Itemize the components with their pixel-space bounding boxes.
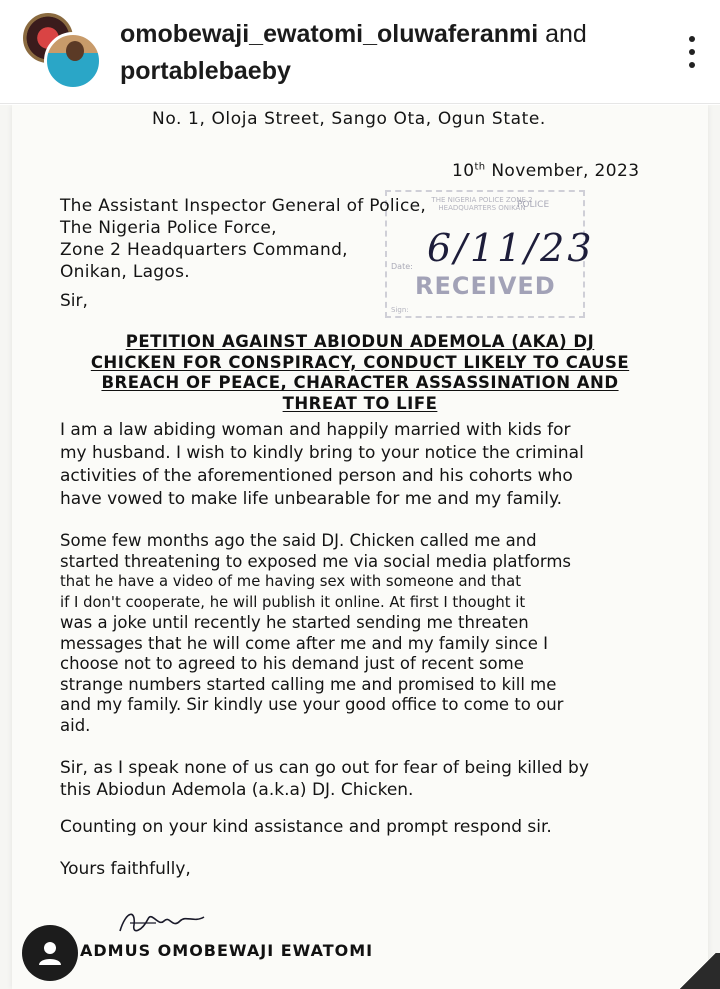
recipient-line: Onikan, Lagos. [60,262,190,282]
more-vertical-icon[interactable] [680,32,704,72]
closing: Yours faithfully, [60,859,191,879]
stamp-handwritten-date: 6/11/23 [427,226,595,270]
post-header [0,0,720,104]
post-image[interactable] [0,105,720,989]
paragraph-line: Sir, as I speak none of us can go out for fear of being killed by [60,758,589,778]
paragraph-line: aid. [60,715,91,735]
more-dot [689,62,695,68]
post-authors [120,16,640,90]
stamp-police-text: POLICE [517,200,550,210]
paragraph-line: choose not to agreed to his demand just of recent some [60,654,524,673]
page-corner-shadow [676,953,720,989]
date-day: 10 [452,161,475,181]
sender-address: No. 1, Oloja Street, Sango Ota, Ogun State. [152,109,546,129]
paragraph-line: have vowed to make life unbearable for me and my family. [60,489,563,509]
stamp-org-text: THE NIGERIA POLICE ZONE 2 HEADQUARTERS ONIKAN [431,196,533,212]
paragraph-line: messages that he will come after me and my family since I [60,633,548,653]
paragraph-line: and my family. Sir kindly use your good office to come to our [60,695,564,714]
more-dot [689,49,695,55]
title-line: CHICKEN FOR CONSPIRACY, CONDUCT LIKELY TO CAUSE [90,352,630,372]
signature-scribble [112,901,208,941]
petition-title [40,332,680,414]
person-glyph [35,938,65,968]
salutation: Sir, [60,291,88,311]
paragraph-3 [60,757,700,801]
paragraph-line: my husband. I wish to kindly bring to your notice the criminal [60,443,584,463]
recipient-line: The Nigeria Police Force, [60,218,277,238]
date-suffix: th [474,161,486,173]
paragraph-line: this Abiodun Ademola (a.k.a) DJ. Chicken. [60,780,414,800]
recipient-line: The Assistant Inspector General of Police, [60,196,427,216]
paragraph-line: I am a law abiding woman and happily married with kids for [60,420,571,440]
paragraph-line: that he have a video of me having sex with someone and that [60,573,522,590]
letter-date [452,161,639,181]
author-username-1[interactable]: omobewaji_ewatomi_oluwaferanmi [120,20,539,48]
recipient-address [60,195,426,283]
title-line: THREAT TO LIFE [282,393,438,413]
avatar-stack[interactable] [20,10,104,94]
more-dot [689,36,695,42]
paragraph-1 [60,419,700,511]
author-username-2[interactable]: portablebaeby [120,57,291,85]
paragraph-line: started threatening to exposed me via social media platforms [60,551,572,571]
person-icon[interactable] [22,925,78,981]
paragraph-line: was a joke until recently he started sending me threaten [60,613,529,632]
signer-name: ADMUS OMOBEWAJI EWATOMI [80,941,374,960]
stamp-date-label: Date: [391,262,413,271]
paragraph-line: Some few months ago the said DJ. Chicken called me and [60,531,537,550]
date-rest: November, 2023 [491,161,640,181]
recipient-line: Zone 2 Headquarters Command, [60,240,348,260]
title-line: BREACH OF PEACE, CHARACTER ASSASSINATION AND [101,373,619,392]
paragraph-line: strange numbers started calling me and promised to kill me [60,674,557,694]
paragraph-line: if I don't cooperate, he will publish it online. At first I thought it [60,593,526,611]
stamp-sign-label: Sign: [391,306,409,314]
paragraph-line: activities of the aforementioned person and his cohorts who [60,466,573,486]
title-line: PETITION AGAINST ABIODUN ADEMOLA (AKA) DJ [125,332,595,351]
paragraph-2 [60,531,700,736]
author-conjunction: and [545,20,587,48]
stamp-received-text: RECEIVED [415,272,556,300]
avatar-photo-icon[interactable] [44,32,102,90]
paragraph-4: Counting on your kind assistance and prompt respond sir. [60,817,552,837]
